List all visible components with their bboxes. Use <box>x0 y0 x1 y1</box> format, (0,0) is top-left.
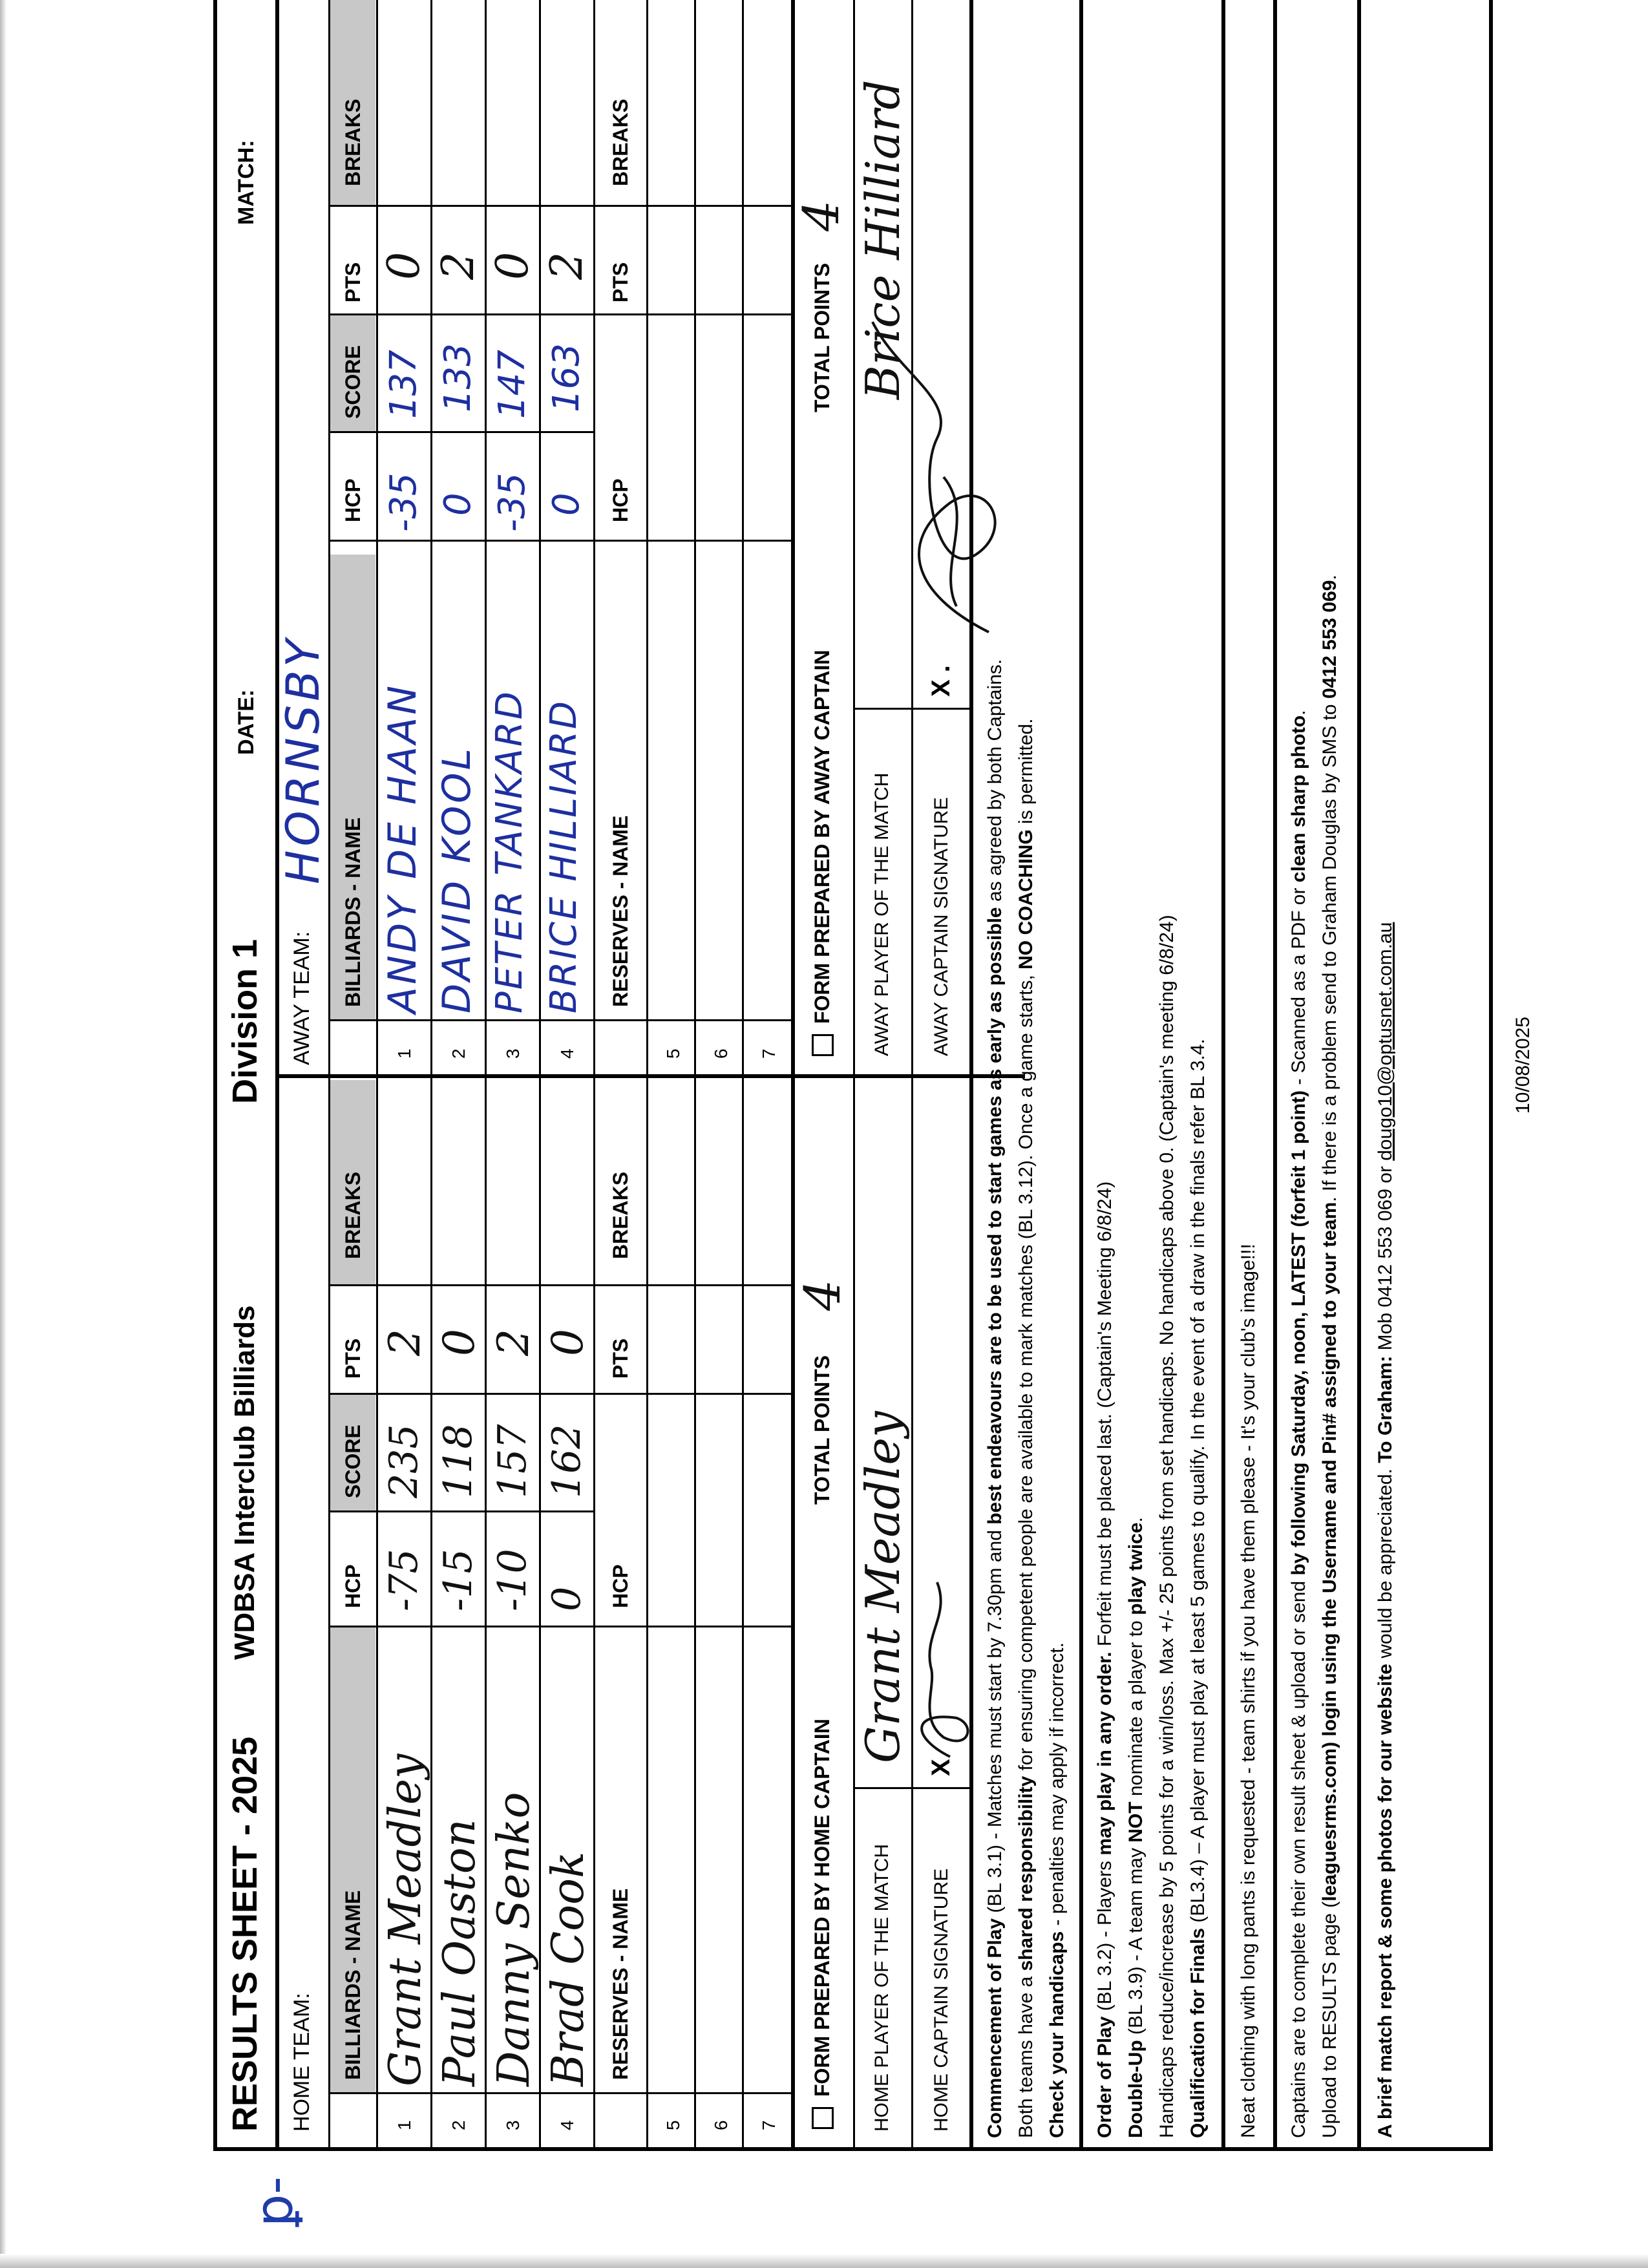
division-name: Division 1 <box>226 938 264 1104</box>
home-billiards-name-header: BILLIARDS - NAME <box>341 1890 364 2080</box>
home-captain-signature-label: HOME CAPTAIN SIGNATURE <box>931 1868 952 2132</box>
row-divider <box>742 0 744 2151</box>
away-pts-header: PTS <box>341 262 364 302</box>
away-player-score: 137 <box>383 350 425 419</box>
home-player-pts: 2 <box>489 1329 538 1356</box>
notes-divider <box>1079 0 1083 2151</box>
home-player-hcp: -75 <box>381 1549 427 1611</box>
away-reserves-header: RESERVES - NAME <box>609 815 632 1007</box>
home-player-name: Paul Oaston <box>434 1819 485 2086</box>
away-total-points-label: TOTAL POINTS <box>810 262 834 412</box>
total-row-divider <box>853 0 855 2151</box>
scan-edge-shadow <box>0 0 6 2268</box>
home-total-points-value: 4 <box>794 1279 851 1311</box>
away-row-num: 3 <box>503 1048 523 1059</box>
reserves-bottom-divider <box>791 0 795 2151</box>
home-reserves-pts-header: PTS <box>609 1338 632 1379</box>
col-line <box>328 1019 791 1021</box>
home-player-name: Brad Cook <box>543 1851 594 2086</box>
home-pts-header: PTS <box>341 1338 364 1379</box>
away-player-of-match-value: Brice Hilliard <box>856 79 910 399</box>
away-signature-x: X . <box>927 665 955 697</box>
col-line <box>328 1510 593 1512</box>
home-player-pts: 0 <box>543 1329 593 1356</box>
col-line <box>328 540 791 542</box>
home-player-score: 162 <box>544 1424 589 1498</box>
away-team-label: AWAY TEAM: <box>290 931 314 1065</box>
away-hcp-header: HCP <box>341 478 364 522</box>
signature-bottom-divider <box>969 0 973 2151</box>
home-reserves-hcp-header: HCP <box>609 1564 632 1608</box>
away-reserves-pts-header: PTS <box>609 262 632 302</box>
row-divider <box>485 0 487 2151</box>
away-reserve-num: 5 <box>663 1048 683 1059</box>
col-line <box>328 205 791 207</box>
home-hcp-header: HCP <box>341 1564 364 1608</box>
away-player-hcp: 0 <box>545 493 587 516</box>
away-team-value: HORNSBY <box>277 635 330 884</box>
away-player-hcp: -35 <box>383 472 425 532</box>
notes-commencement: Commencement of Play (BL 3.1) - Matches must start by 7.30pm and best endeavours are to be used to start games as early as possible as agreed by both Captains. Both teams have a shared responsibility for ensuring competent people are available to mark matches (BL 3.12). Once a game starts, NO COACHING is permitted. Check your handicaps - penalties may apply if incorrect. <box>984 659 1068 2138</box>
away-total-points-value: 4 <box>792 200 850 231</box>
home-player-pts: 0 <box>434 1329 484 1356</box>
row-divider <box>694 0 696 2151</box>
col-line <box>328 1284 791 1286</box>
home-player-of-match-label: HOME PLAYER OF THE MATCH <box>871 1843 893 2132</box>
home-reserve-num: 6 <box>711 2120 731 2130</box>
away-player-score: 163 <box>545 343 587 412</box>
away-player-pts: 0 <box>379 251 430 280</box>
home-form-prepared-label: FORM PREPARED BY HOME CAPTAIN <box>810 1719 834 2097</box>
away-form-prepared-label: FORM PREPARED BY AWAY CAPTAIN <box>810 650 834 1024</box>
competition-name: WDBSA Interclub Billiards <box>229 1305 260 1660</box>
pen-mark: ꝑ- <box>244 2176 304 2227</box>
away-row-num: 4 <box>557 1048 577 1059</box>
col-line <box>328 1626 791 1627</box>
date-label: DATE: <box>234 689 259 755</box>
email-link[interactable]: dougo10@optusnet.com.au <box>1375 922 1396 1161</box>
away-player-score: 147 <box>491 350 533 419</box>
notes-divider <box>1221 0 1225 2151</box>
home-player-hcp: -15 <box>436 1549 481 1611</box>
away-player-hcp: 0 <box>437 493 479 516</box>
away-player-name: DAVID KOOL <box>434 746 480 1013</box>
col-line <box>328 2092 791 2094</box>
away-player-name: BRICE HILLIARD <box>543 699 585 1013</box>
row-divider <box>430 0 432 2151</box>
players-bottom-divider <box>593 0 595 2151</box>
home-player-score: 157 <box>490 1424 535 1498</box>
home-row-num: 3 <box>503 2120 523 2130</box>
notes-divider <box>1273 0 1277 2151</box>
home-player-of-match-value: Grant Meadley <box>856 1411 910 1763</box>
away-reserve-num: 7 <box>759 1048 779 1059</box>
notes-match-report: A brief match report & some photos for our website would be appreciated. To Graham: Mob 0412 553 069 or dougo10@optusnet.com.au <box>1375 922 1396 2138</box>
home-total-points-label: TOTAL POINTS <box>810 1355 834 1505</box>
home-reserve-num: 5 <box>663 2120 683 2130</box>
home-player-hcp: 0 <box>544 1586 589 1611</box>
home-reserves-breaks-header: BREAKS <box>609 1171 632 1259</box>
away-billiards-name-header: BILLIARDS - NAME <box>341 817 364 1007</box>
away-player-pts: 2 <box>542 251 593 280</box>
home-player-pts: 2 <box>380 1329 430 1356</box>
home-player-score: 235 <box>381 1424 427 1498</box>
notes-order-of-play: Order of Play (BL 3.2) - Players may play in any order. Forfeit must be placed last. (Captain's Meeting 6/8/24) Double-Up (BL 3.9) - A team may NOT nominate a player to play twice. Handicaps reduce/increase by 5 points for a win/loss. Max +/- 25 points from set handicaps. No handicaps above 0. (Captain's meeting 6/8/24) Qualification for Finals (BL3.4) – A player must play at least 5 games to qualify. In the event of a draw in the finals refer BL 3.4. <box>1094 915 1209 2138</box>
away-score-header: SCORE <box>341 345 364 419</box>
home-reserve-num: 7 <box>759 2120 779 2130</box>
home-row-num: 2 <box>449 2120 469 2130</box>
scan-bottom-shadow <box>0 2254 1648 2268</box>
away-form-prepared-checkbox[interactable] <box>812 1034 834 1056</box>
home-team-label: HOME TEAM: <box>290 1993 314 2132</box>
header-row-divider <box>376 0 378 2151</box>
notes-divider <box>1357 0 1361 2151</box>
away-player-pts: 2 <box>433 251 484 280</box>
away-breaks-header: BREAKS <box>341 98 364 186</box>
home-reserves-header: RESERVES - NAME <box>609 1888 632 2080</box>
away-row-num: 1 <box>394 1048 414 1059</box>
match-label: MATCH: <box>234 140 259 225</box>
home-player-score: 118 <box>436 1424 481 1498</box>
sheet-title: RESULTS SHEET - 2025 <box>226 1736 264 2132</box>
away-row-num: 2 <box>449 1048 469 1059</box>
away-player-hcp: -35 <box>491 472 533 532</box>
home-player-hcp: -10 <box>490 1549 535 1611</box>
reserves-header-divider <box>646 0 648 2151</box>
col-line <box>328 1393 791 1395</box>
away-captain-signature-icon <box>860 309 1028 645</box>
notes-upload: Captains are to complete their own result sheet & upload or send by following Saturday, noon, LATEST (forfeit 1 point) - Scanned as a PDF or clean sharp photo. Upload to RESULTS page (leaguesrms.com) login using the Username and Pin# assigned to your team. If there is a problem send to Graham Douglas by SMS to 0412 553 069. <box>1288 575 1340 2138</box>
footer-date: 10/08/2025 <box>1512 1016 1534 1114</box>
home-form-prepared-checkbox[interactable] <box>812 2107 834 2129</box>
away-captain-signature-label: AWAY CAPTAIN SIGNATURE <box>931 797 952 1056</box>
away-player-name: ANDY DE HAAN <box>380 683 425 1013</box>
home-row-num: 4 <box>557 2120 577 2130</box>
away-player-name: PETER TANKARD <box>489 690 531 1013</box>
row-divider <box>539 0 541 2151</box>
home-player-name: Grant Meadley <box>380 1754 431 2086</box>
away-reserves-hcp-header: HCP <box>609 478 632 522</box>
home-signature-x: X <box>927 1759 955 1776</box>
away-player-of-match-label: AWAY PLAYER OF THE MATCH <box>871 772 893 1056</box>
away-player-score: 133 <box>437 343 479 412</box>
home-player-name: Danny Senko <box>489 1792 540 2086</box>
col-line <box>328 313 791 315</box>
away-reserve-num: 6 <box>711 1048 731 1059</box>
away-reserves-breaks-header: BREAKS <box>609 98 632 186</box>
home-row-num: 1 <box>394 2120 414 2130</box>
col-line <box>328 431 593 433</box>
notes-dress-code: Neat clothing with long pants is requested - team shirts if you have them please - It's your club's image!!! <box>1238 1244 1259 2138</box>
home-breaks-header: BREAKS <box>341 1171 364 1259</box>
results-sheet <box>213 0 1534 2151</box>
home-score-header: SCORE <box>341 1425 364 1498</box>
away-player-pts: 0 <box>487 251 538 280</box>
